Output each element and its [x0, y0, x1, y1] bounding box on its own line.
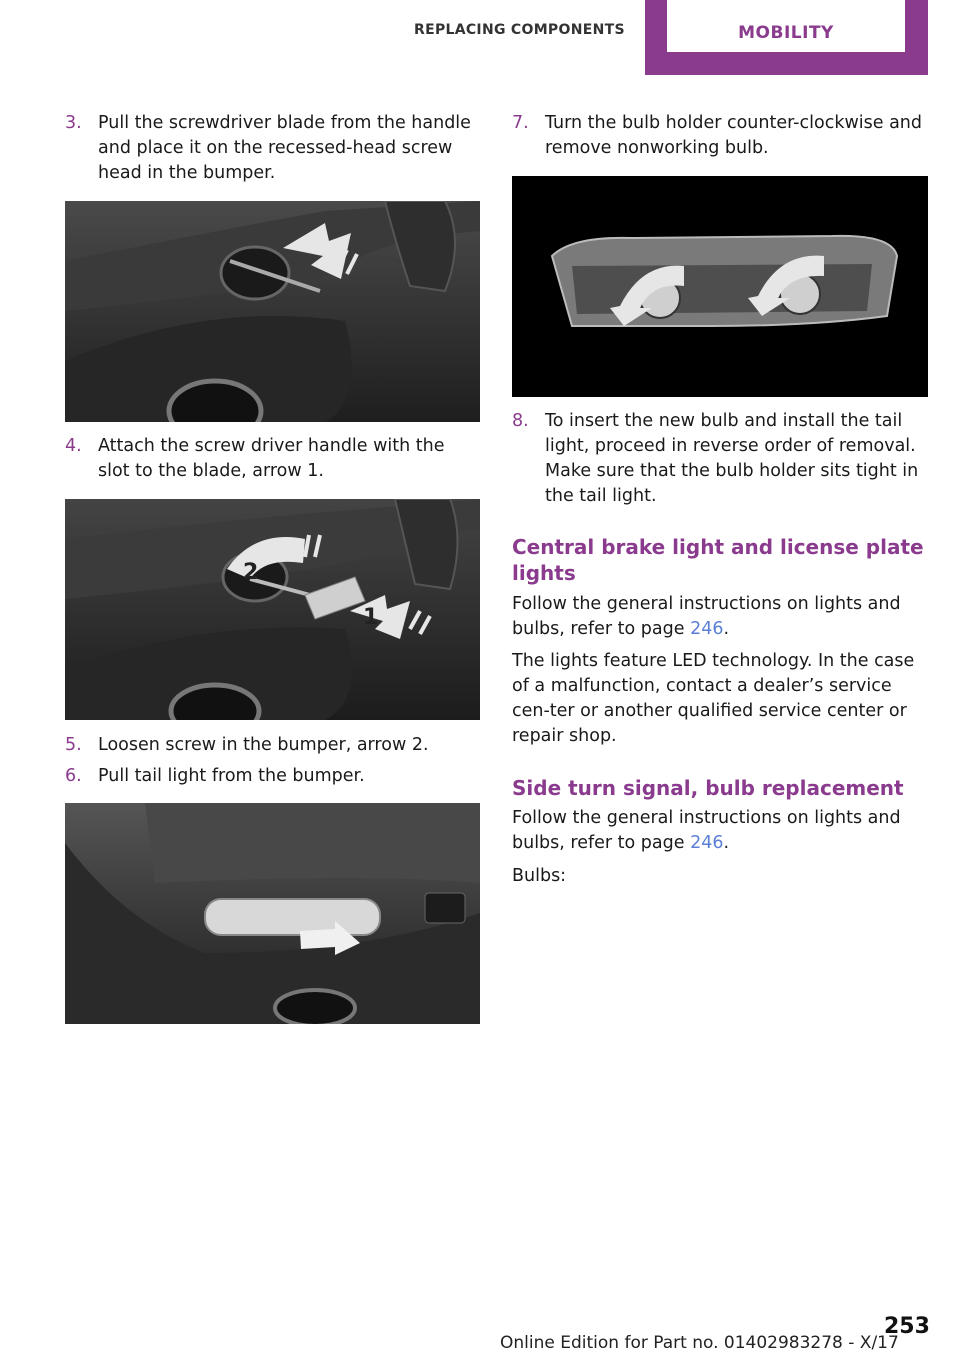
brake-light-paragraph-2: The lights feature LED technology. In the case of a malfunction, contact a dealer’s service cen-ter or another qualified service center or repair shop. [512, 651, 915, 746]
step-text: Loosen screw in the bumper, arrow 2. [98, 735, 429, 755]
page-link-246[interactable]: 246 [690, 619, 724, 639]
paragraph-text: . [723, 619, 730, 639]
step-number: 7. [512, 113, 529, 133]
section-heading-side-turn-signal: Side turn signal, bulb replacement [512, 776, 904, 800]
step-text: Pull the screwdriver blade from the handle and place it on the recessed-head screw head in the bumper. [98, 113, 471, 183]
section-heading-brake-light: Central brake light and license plate lights [512, 535, 924, 585]
chapter-tab-label: MOBILITY [667, 0, 905, 52]
step-number: 4. [65, 436, 82, 456]
step-5 [65, 733, 480, 759]
step-number: 3. [65, 113, 82, 133]
step-3 [65, 111, 480, 191]
footer-edition: Online Edition for Part no. 01402983278 - X/17 [500, 1333, 899, 1353]
arrow-label-2: 2 [243, 560, 259, 585]
paragraph-text: . [723, 833, 730, 853]
paragraph-text: Follow the general instructions on lights and bulbs, refer to page [512, 594, 901, 639]
step-4 [65, 434, 480, 490]
step-8 [512, 409, 928, 515]
side-signal-paragraph-1 [512, 806, 928, 856]
arrow-label-1: 1 [363, 605, 379, 630]
side-signal-bulbs-label: Bulbs: [512, 866, 567, 886]
step-6 [65, 764, 480, 790]
paragraph-text: Follow the general instructions on lights and bulbs, refer to page [512, 808, 901, 853]
step-text: To insert the new bulb and install the tail light, proceed in reverse order of removal. Make sure that the bulb holder sits tight in the tail light. [545, 411, 919, 506]
brake-light-paragraph-1 [512, 592, 928, 642]
figure-attach-handle [65, 499, 480, 720]
step-number: 5. [65, 735, 82, 755]
step-7 [512, 111, 928, 167]
page-number: 253 [884, 1314, 930, 1339]
chapter-tab [645, 0, 928, 75]
step-number: 8. [512, 411, 529, 431]
figure-pull-tail-light [65, 803, 480, 1024]
step-number: 6. [65, 766, 82, 786]
running-header-section: REPLACING COMPONENTS [414, 22, 625, 38]
step-text: Attach the screw driver handle with the slot to the blade, arrow 1. [98, 436, 445, 481]
page-link-246[interactable]: 246 [690, 833, 724, 853]
step-text: Pull tail light from the bumper. [98, 766, 365, 786]
figure-bulb-holder [512, 176, 928, 397]
step-text: Turn the bulb holder counter-clockwise and remove nonworking bulb. [545, 113, 922, 158]
figure-screwdriver-on-screw [65, 201, 480, 422]
